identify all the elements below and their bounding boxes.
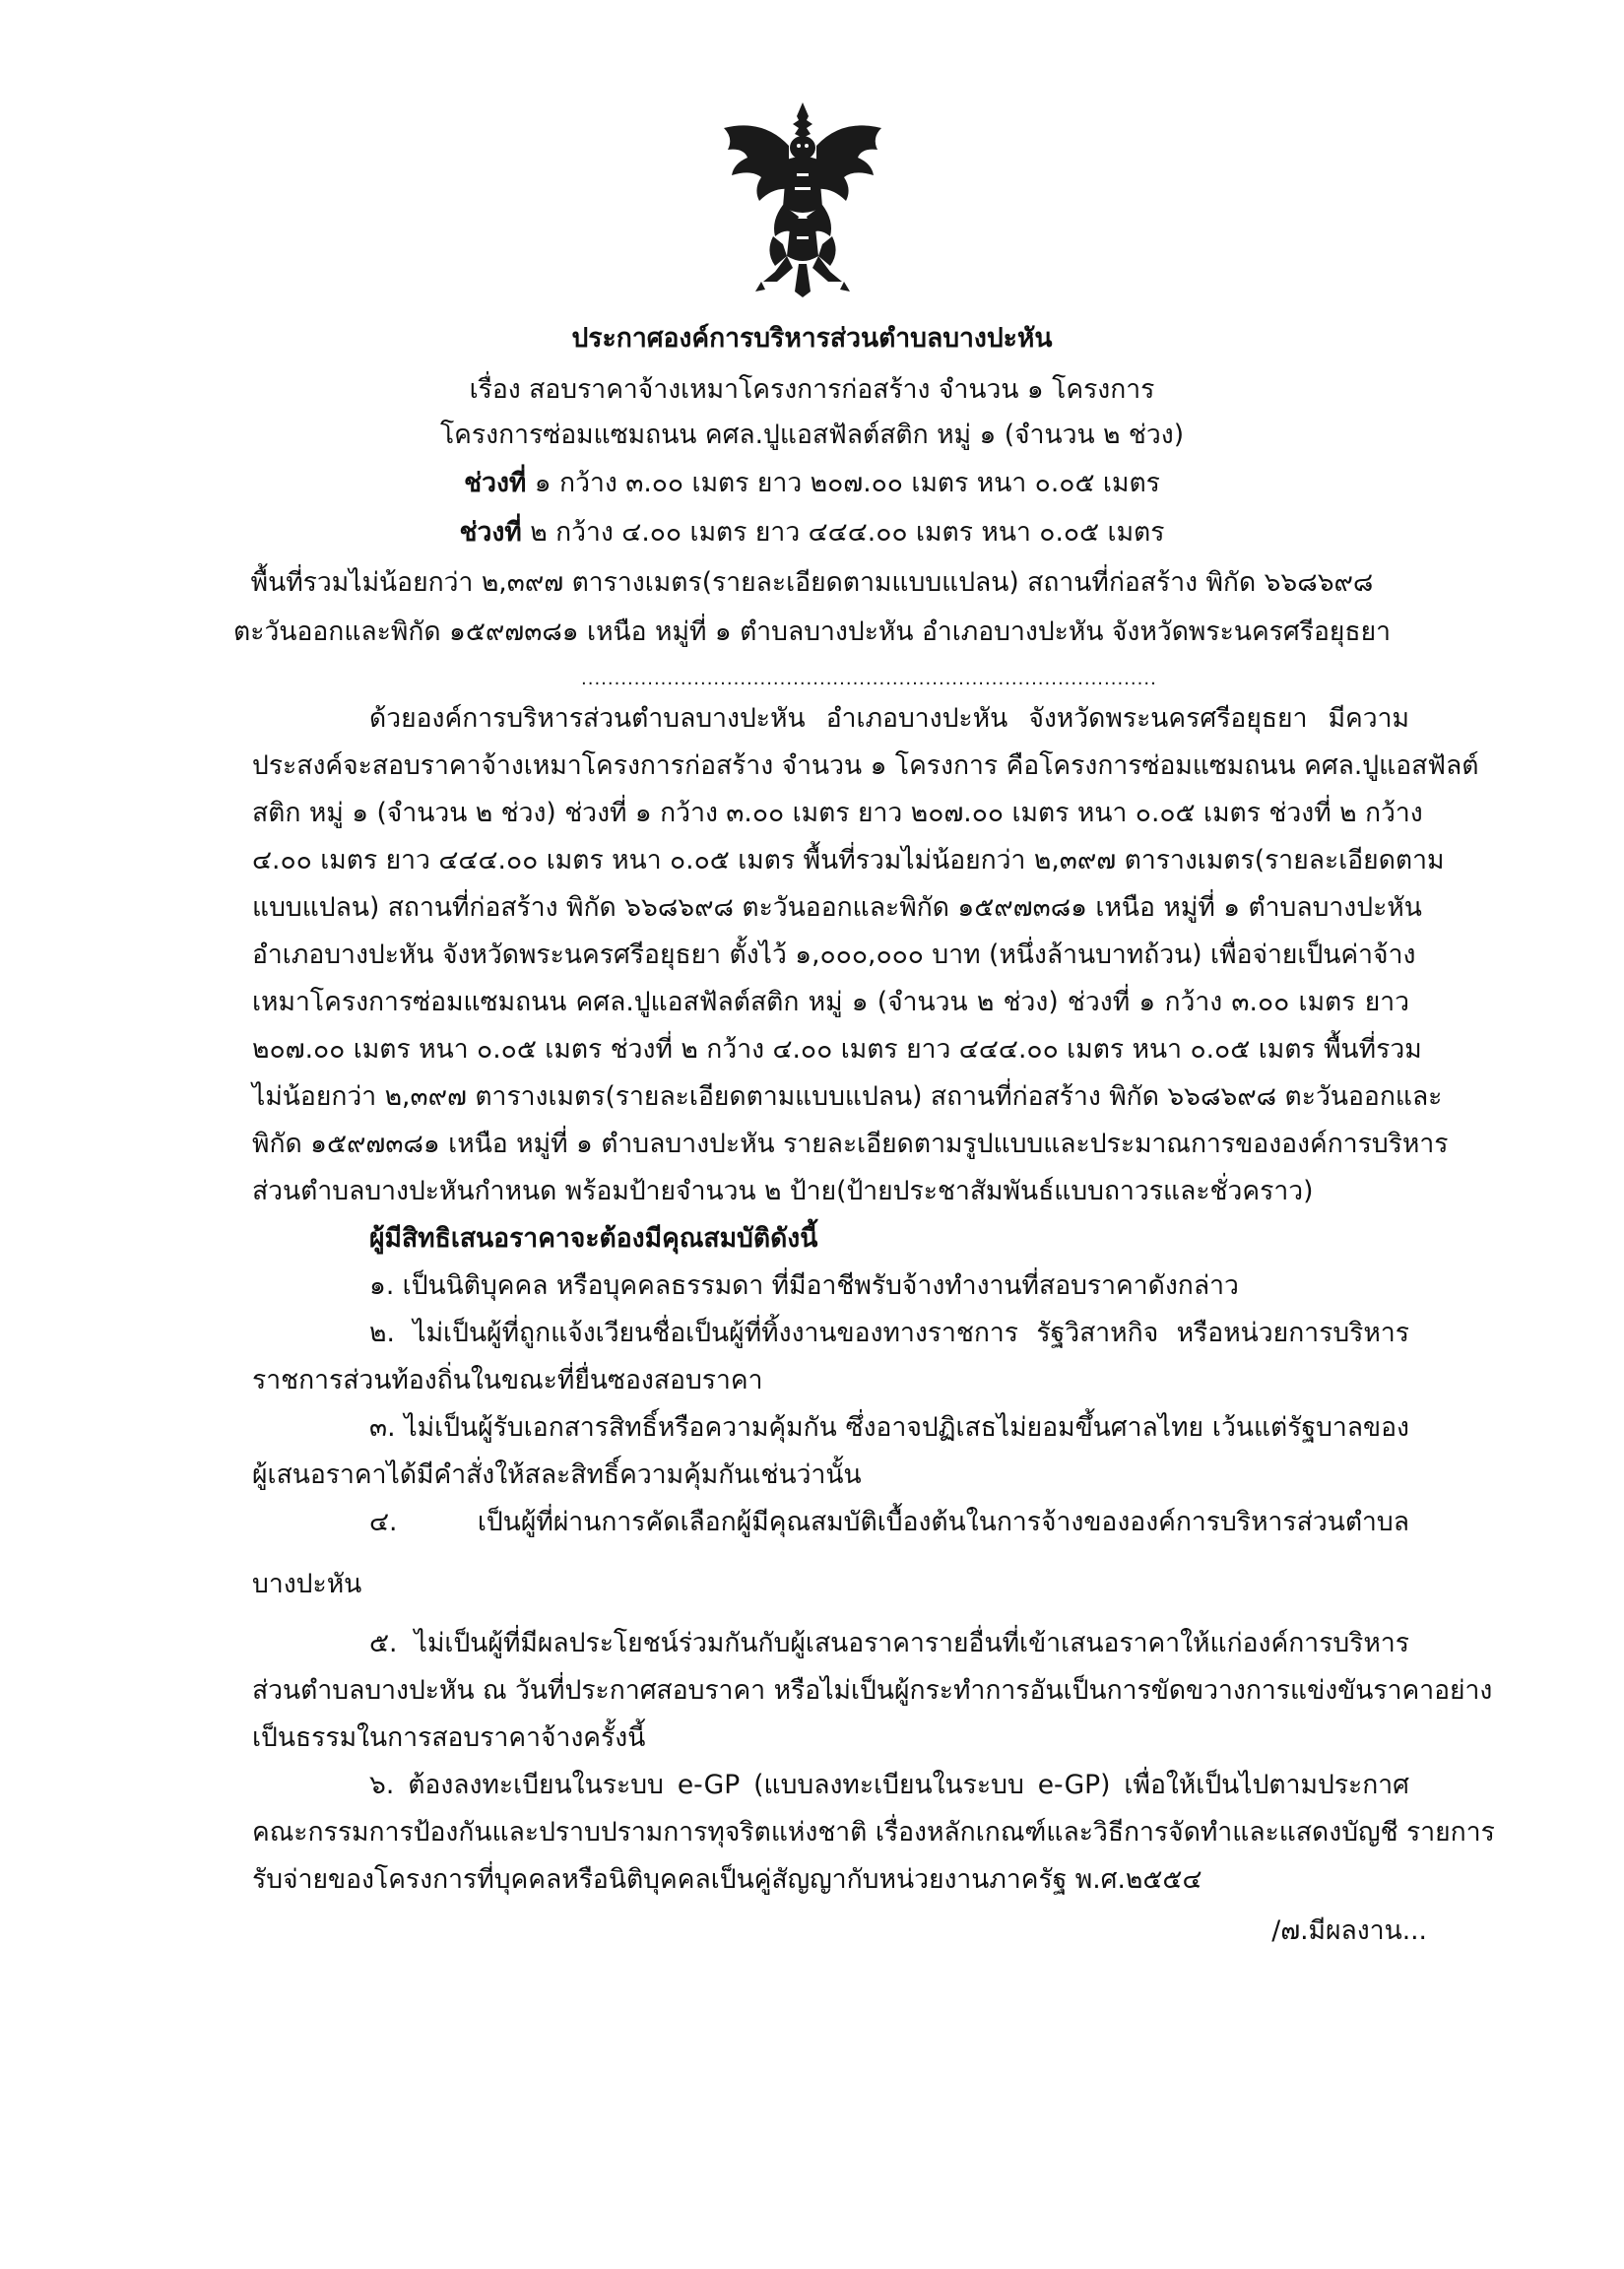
qualification-4: ๔. เป็นผู้ที่ผ่านการคัดเลือกผู้มีคุณสมบัติเบื้องต้นในการจ้างขององค์การบริหารส่วนตำบล	[369, 1507, 1409, 1537]
section-1-label: ช่วงที่	[464, 468, 527, 498]
qualification-6-cont: คณะกรรมการป้องกันและปราบปรามการทุจริตแห่งชาติ เรื่องหลักเกณฑ์และวิธีการจัดทำและแสดงบัญชี รายการ	[252, 1817, 1495, 1848]
paragraph-line: ๒๐๗.๐๐ เมตร หนา ๐.๐๕ เมตร ช่วงที่ ๒ กว้าง ๔.๐๐ เมตร ยาว ๔๔๔.๐๐ เมตร หนา ๐.๐๕ เมตร พื้นที่รวม	[252, 1034, 1422, 1065]
continuation-marker: /๗.มีผลงาน...	[1271, 1915, 1427, 1946]
section-2-spec	[148, 514, 1476, 551]
qualification-2-cont: ราชการส่วนท้องถิ่นในขณะที่ยื่นซองสอบราคา	[252, 1365, 763, 1395]
announcement-subject: เรื่อง สอบราคาจ้างเหมาโครงการก่อสร้าง จำนวน ๑ โครงการ	[469, 374, 1155, 405]
announcement-title: ประกาศองค์การบริหารส่วนตำบลบางปะหัน	[571, 323, 1053, 354]
paragraph-line: ๔.๐๐ เมตร ยาว ๔๔๔.๐๐ เมตร หนา ๐.๐๕ เมตร พื้นที่รวมไม่น้อยกว่า ๒,๓๙๗ ตารางเมตร(รายละเอียดตาม	[252, 845, 1445, 875]
paragraph-line: ด้วยองค์การบริหารส่วนตำบลบางปะหัน อำเภอบางปะหัน จังหวัดพระนครศรีอยุธยา มีความ	[369, 703, 1409, 734]
qualification-1: ๑. เป็นนิติบุคคล หรือบุคคลธรรมดา ที่มีอาชีพรับจ้างทำงานที่สอบราคาดังกล่าว	[369, 1270, 1239, 1301]
paragraph-line: ไม่น้อยกว่า ๒,๓๙๗ ตารางเมตร(รายละเอียดตามแบบแปลน) สถานที่ก่อสร้าง พิกัด ๖๖๘๖๙๘ ตะวันออกและ	[252, 1081, 1443, 1112]
qualification-6-cont: รับจ่ายของโครงการที่บุคคลหรือนิติบุคคลเป็นคู่สัญญากับหน่วยงานภาครัฐ พ.ศ.๒๕๕๔	[252, 1864, 1202, 1895]
garuda-emblem-icon	[704, 98, 901, 300]
project-name: โครงการซ่อมแซมถนน คศล.ปูแอสฟัลต์สติก หมู่ ๑ (จำนวน ๒ ช่วง)	[439, 420, 1185, 450]
location-line: ตะวันออกและพิกัด ๑๕๙๗๓๘๑ เหนือ หมู่ที่ ๑ ตำบลบางปะหัน อำเภอบางปะหัน จังหวัดพระนครศรีอยุธยา	[233, 616, 1391, 647]
section-1-text: ๑ กว้าง ๓.๐๐ เมตร ยาว ๒๐๗.๐๐ เมตร หนา ๐.๐๕ เมตร	[526, 468, 1160, 498]
qualification-5-cont: เป็นธรรมในการสอบราคาจ้างครั้งนี้	[252, 1722, 646, 1753]
paragraph-line: ประสงค์จะสอบราคาจ้างเหมาโครงการก่อสร้าง จำนวน ๑ โครงการ คือโครงการซ่อมแซมถนน คศล.ปูแอสฟัลต์	[252, 750, 1479, 781]
paragraph-line: เหมาโครงการซ่อมแซมถนน คศล.ปูแอสฟัลต์สติก หมู่ ๑ (จำนวน ๒ ช่วง) ช่วงที่ ๑ กว้าง ๓.๐๐ เมตร ยาว	[252, 987, 1409, 1017]
paragraph-line: พิกัด ๑๕๙๗๓๘๑ เหนือ หมู่ที่ ๑ ตำบลบางปะหัน รายละเอียดตามรูปแบบและประมาณการขององค์การบริหาร	[252, 1129, 1449, 1159]
paragraph-line: อำเภอบางปะหัน จังหวัดพระนครศรีอยุธยา ตั้งไว้ ๑,๐๐๐,๐๐๐ บาท (หนึ่งล้านบาทถ้วน) เพื่อจ่ายเป็นค่าจ้าง	[252, 940, 1416, 970]
section-2-label: ช่วงที่	[459, 517, 522, 548]
qualification-2: ๒. ไม่เป็นผู้ที่ถูกแจ้งเวียนชื่อเป็นผู้ที่ทิ้งงานของทางราชการ รัฐวิสาหกิจ หรือหน่วยการบริหาร	[369, 1318, 1409, 1348]
section-1-spec	[148, 465, 1476, 502]
qualification-5-cont: ส่วนตำบลบางปะหัน ณ วันที่ประกาศสอบราคา หรือไม่เป็นผู้กระทำการอันเป็นการขัดขวางการแข่งขันราคาอย่าง	[252, 1675, 1493, 1706]
qualification-3-cont: ผู้เสนอราคาได้มีคำสั่งให้สละสิทธิ์ความคุ้มกันเช่นว่านั้น	[252, 1459, 862, 1490]
area-line: พื้นที่รวมไม่น้อยกว่า ๒,๓๙๗ ตารางเมตร(รายละเอียดตามแบบแปลน) สถานที่ก่อสร้าง พิกัด ๖๖๘๖๙๘	[250, 567, 1374, 598]
qualification-6: ๖. ต้องลงทะเบียนในระบบ e-GP (แบบลงทะเบียนในระบบ e-GP) เพื่อให้เป็นไปตามประกาศ	[369, 1770, 1409, 1800]
paragraph-line: ส่วนตำบลบางปะหันกำหนด พร้อมป้ายจำนวน ๒ ป้าย(ป้ายประชาสัมพันธ์แบบถาวรและชั่วคราว)	[252, 1176, 1314, 1206]
paragraph-line: แบบแปลน) สถานที่ก่อสร้าง พิกัด ๖๖๘๖๙๘ ตะวันออกและพิกัด ๑๕๙๗๓๘๑ เหนือ หมู่ที่ ๑ ตำบลบางปะหัน	[252, 892, 1422, 923]
qualifications-heading: ผู้มีสิทธิเสนอราคาจะต้องมีคุณสมบัติดังนี้	[369, 1223, 818, 1254]
section-2-text: ๒ กว้าง ๔.๐๐ เมตร ยาว ๔๔๔.๐๐ เมตร หนา ๐.๐๕ เมตร	[521, 517, 1165, 548]
qualification-5: ๕. ไม่เป็นผู้ที่มีผลประโยชน์ร่วมกันกับผู้เสนอราคารายอื่นที่เข้าเสนอราคาให้แก่องค์การบริหาร	[369, 1628, 1409, 1658]
header-separator: .......................................................................................	[581, 669, 1157, 689]
qualification-4-cont: บางปะหัน	[252, 1569, 362, 1599]
qualification-3: ๓. ไม่เป็นผู้รับเอกสารสิทธิ์หรือความคุ้มกัน ซึ่งอาจปฏิเสธไม่ยอมขึ้นศาลไทย เว้นแต่รัฐบาลของ	[369, 1412, 1409, 1443]
paragraph-line: สติก หมู่ ๑ (จำนวน ๒ ช่วง) ช่วงที่ ๑ กว้าง ๓.๐๐ เมตร ยาว ๒๐๗.๐๐ เมตร หนา ๐.๐๕ เมตร ช่วงที่ ๒ กว้าง	[252, 798, 1423, 828]
